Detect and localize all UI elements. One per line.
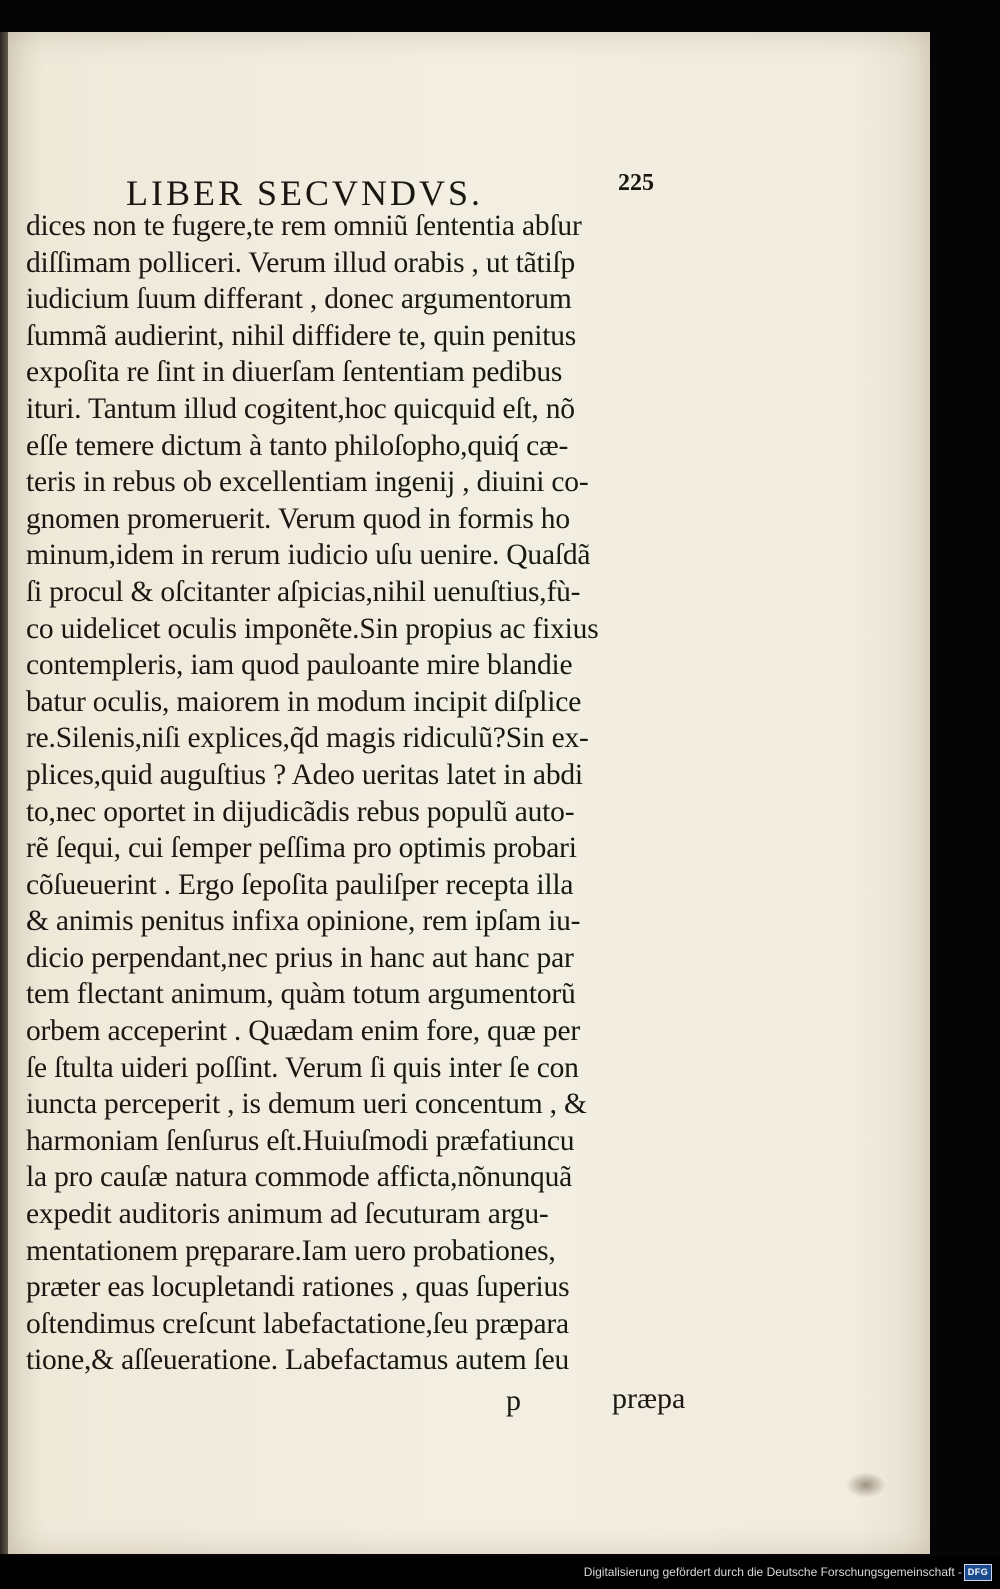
text-line: & animis penitus infixa opinione, rem ipſam iu-	[26, 905, 581, 938]
dfg-logo-icon: DFG	[964, 1564, 992, 1581]
footer-bar	[0, 1556, 1000, 1589]
page-header	[8, 140, 930, 213]
text-line: rẽ ſequi, cui ſemper peſſima pro optimis probari	[26, 832, 577, 865]
text-line: eſſe temere dictum à tanto philoſopho,quiq́ cæ-	[26, 429, 569, 462]
text-line: ſummã audierint, nihil diffidere te, quin penitus	[26, 319, 577, 352]
text-line: ſe ſtulta uideri poſſint. Verum ſi quis inter ſe con	[26, 1051, 579, 1084]
text-line: dicio perpendant,nec prius in hanc aut hanc par	[26, 941, 574, 974]
text-line: cõſueuerint . Ergo ſepoſita pauliſper recepta illa	[26, 868, 574, 901]
signature-mark: p	[506, 1384, 521, 1417]
text-line: præter eas locupletandi rationes , quas ſuperius	[26, 1271, 570, 1304]
text-line: iuncta perceperit , is demum ueri concentum , &	[26, 1088, 587, 1121]
text-line: gnomen promeruerit. Verum quod in formis ho	[26, 502, 570, 535]
text-line: harmoniam ſenſurus eſt.Huiuſmodi præfatiuncu	[26, 1124, 575, 1157]
paper-stain	[846, 1472, 886, 1498]
text-line: co uidelicet oculis imponẽte.Sin propius ac fixius	[26, 612, 599, 645]
text-line: re.Silenis,niſi explices,q̃d magis ridiculũ?Sin ex-	[26, 722, 589, 755]
body-text	[26, 208, 716, 1379]
text-line: plices,quid auguſtius ? Adeo ueritas latet in abdi	[26, 758, 583, 791]
text-line: tione,& aſſeueratione. Labefactamus autem ſeu	[26, 1344, 570, 1377]
text-line: batur oculis, maiorem in modum incipit diſplice	[26, 685, 582, 718]
text-line: oſtendimus creſcunt labefactatione,ſeu præpara	[26, 1307, 569, 1340]
text-line: iudicium ſuum differant , donec argumentorum	[26, 283, 572, 316]
text-line: la pro cauſæ natura commode afficta,nõnunquã	[26, 1161, 573, 1194]
text-line: tem flectant animum, quàm totum argumentorũ	[26, 978, 576, 1011]
text-line: contempleris, iam quod pauloante mire blandie	[26, 649, 573, 682]
text-line: expoſita re ſint in diuerſam ſententiam pedibus	[26, 356, 563, 389]
funding-credit: Digitalisierung gefördert durch die Deutsche Forschungsgemeinschaft -	[583, 1565, 962, 1579]
text-line: diſſimam polliceri. Verum illud orabis , ut tãtiſp	[26, 246, 576, 279]
text-line: dices non te fugere,te rem omniũ ſententia abſur	[26, 210, 582, 242]
catchword: præpa	[612, 1382, 686, 1415]
text-line: ſi procul & oſcitanter aſpicias,nihil uenuſtius,fù-	[26, 575, 581, 608]
text-line: orbem acceperint . Quædam enim fore, quæ per	[26, 1015, 580, 1048]
book-page	[8, 32, 930, 1554]
text-line: to,nec oportet in dijudicãdis rebus populũ auto-	[26, 795, 575, 828]
page-number: 225	[618, 170, 654, 196]
text-line: minum,idem in rerum iudicio uſu uenire. Quaſdã	[26, 539, 591, 572]
text-line: teris in rebus ob excellentiam ingenij , diuini co-	[26, 466, 589, 499]
text-line: expedit auditoris animum ad ſecuturam argu-	[26, 1198, 549, 1231]
running-title: LIBER SECVNDVS.	[126, 173, 484, 213]
text-line: mentationem pręparare.Iam uero probationes,	[26, 1234, 556, 1267]
text-line: ituri. Tantum illud cogitent,hoc quicquid eſt, nõ	[26, 392, 575, 425]
